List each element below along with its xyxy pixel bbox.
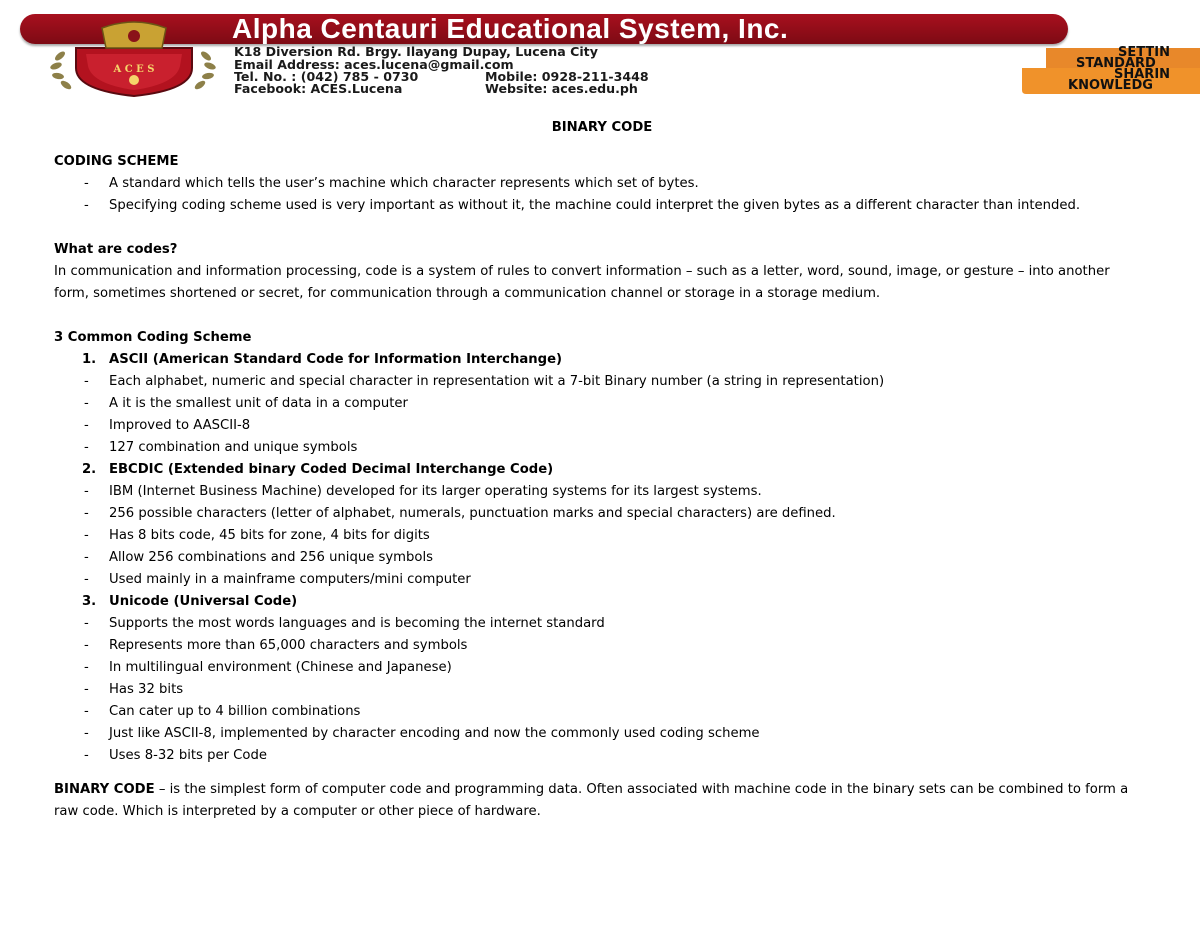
binary-code-paragraph-line-1: BINARY CODE – is the simplest form of computer code and programming data. Often associated with machine code in the binary sets can be combined to form a	[54, 782, 1129, 797]
motto-line-3: SHARIN	[1114, 67, 1171, 82]
letterhead	[0, 0, 1200, 100]
binary-code-paragraph-line-2: raw code. Which is interpreted by a computer or other piece of hardware.	[54, 804, 541, 819]
school-crest-logo	[46, 18, 222, 98]
binary-code-term: BINARY CODE	[54, 782, 155, 797]
svg-text:A C E S: A C E S	[113, 64, 155, 75]
school-facebook: Facebook: ACES.Lucena	[234, 81, 403, 96]
document-title: BINARY CODE	[551, 120, 653, 135]
coding-scheme-heading: CODING SCHEME	[54, 154, 179, 169]
paragraph-line: form, sometimes shortened or secret, for communication through a communication channel or storage in a storage medium.	[54, 286, 881, 301]
motto-line-4: KNOWLEDG	[1068, 78, 1153, 93]
bullet-dash: -	[84, 198, 89, 213]
school-website: Website: aces.edu.ph	[485, 81, 638, 96]
motto-line-2: STANDARD	[1076, 56, 1156, 71]
motto-line-1: SETTIN	[1118, 45, 1170, 60]
common-schemes-heading: 3 Common Coding Scheme	[54, 330, 252, 345]
school-address: K18 Diversion Rd. Brgy. Ilayang Dupay, Lucena City	[234, 44, 598, 59]
school-mobile: Mobile: 0928-211-3448	[485, 69, 649, 84]
school-name: Alpha Centauri Educational System, Inc.	[232, 13, 789, 44]
paragraph-line: In communication and information processing, code is a system of rules to convert information – such as a letter, word, sound, image, or gesture – into another	[54, 264, 1110, 279]
bullet-dash: -	[84, 176, 89, 191]
codes-heading: What are codes?	[54, 242, 178, 257]
school-email: Email Address: aces.lucena@gmail.com	[234, 57, 514, 72]
school-telephone: Tel. No. : (042) 785 - 0730	[234, 69, 419, 84]
